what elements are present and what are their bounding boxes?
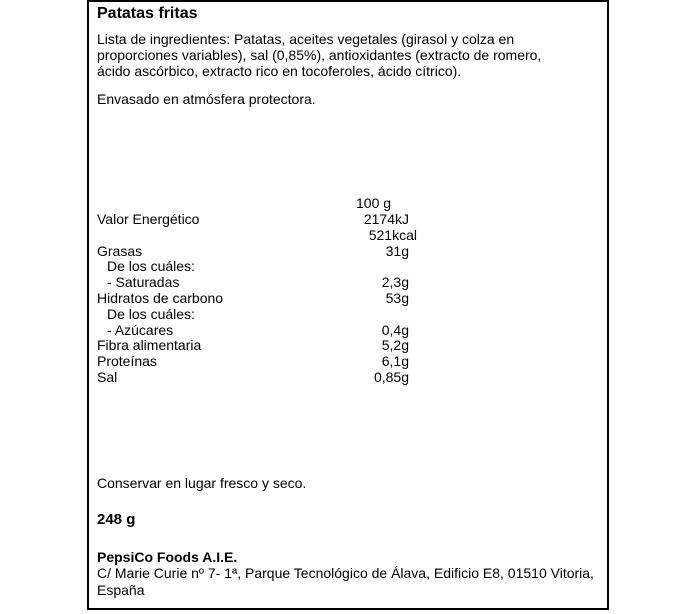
company-country: España xyxy=(97,582,145,598)
nutrient-value: 53g xyxy=(385,289,409,306)
nutrient-value: 0,85g xyxy=(373,368,409,385)
nutrient-name: - Azúcares xyxy=(107,321,174,338)
nutrient-name: Fibra alimentaria xyxy=(97,337,202,354)
nutrition-row xyxy=(97,274,417,290)
nutrition-row xyxy=(97,227,417,243)
nutrient-name: Sal xyxy=(97,368,118,385)
net-weight: 248 g xyxy=(97,511,136,528)
nutrition-per-label: 100 g xyxy=(356,195,392,211)
nutrient-value: 2,3g xyxy=(381,274,409,291)
nutrition-row xyxy=(97,290,417,306)
nutrient-name: Grasas xyxy=(97,242,143,259)
product-label xyxy=(87,0,609,610)
nutrient-value: 5,2g xyxy=(381,337,409,354)
nutrient-name: - Saturadas xyxy=(107,274,180,291)
nutrient-value: 521kcal xyxy=(368,226,417,243)
nutrient-value: 2174kJ xyxy=(363,211,409,227)
nutrition-row xyxy=(97,243,417,259)
storage-note: Conservar en lugar fresco y seco. xyxy=(97,475,307,491)
nutrient-name: De los cuáles: xyxy=(107,258,195,275)
ingredients-list: Lista de ingredientes: Patatas, aceites vegetales (girasol y colza en proporciones variables), sal (0,85%), antioxidantes (extracto de romero, ácido ascórbico, extracto rico en tocoferoles, ácido cítrico). xyxy=(97,31,542,79)
nutrition-row xyxy=(97,306,417,322)
nutrient-value: 0,4g xyxy=(381,321,409,338)
nutrition-row xyxy=(97,353,417,369)
company-address: C/ Marie Curie nº 7- 1ª, Parque Tecnológico de Álava, Edificio E8, 01510 Vitoria, xyxy=(97,565,594,581)
nutrition-row xyxy=(97,322,417,338)
nutrient-value: 6,1g xyxy=(381,353,409,370)
nutrition-row xyxy=(97,258,417,274)
nutrition-row xyxy=(97,211,417,227)
nutrition-row xyxy=(97,337,417,353)
nutrient-value: 31g xyxy=(385,242,409,259)
nutrition-row xyxy=(97,369,417,385)
nutrition-table xyxy=(97,211,417,385)
product-title: Patatas fritas xyxy=(97,5,198,22)
packaging-note: Envasado en atmósfera protectora. xyxy=(97,91,316,107)
nutrient-name: Valor Energético xyxy=(97,211,200,227)
nutrient-name: De los cuáles: xyxy=(107,305,195,322)
nutrient-name: Proteínas xyxy=(97,353,157,370)
nutrient-name: Hidratos de carbono xyxy=(97,289,224,306)
company-name: PepsiCo Foods A.I.E. xyxy=(97,549,238,565)
